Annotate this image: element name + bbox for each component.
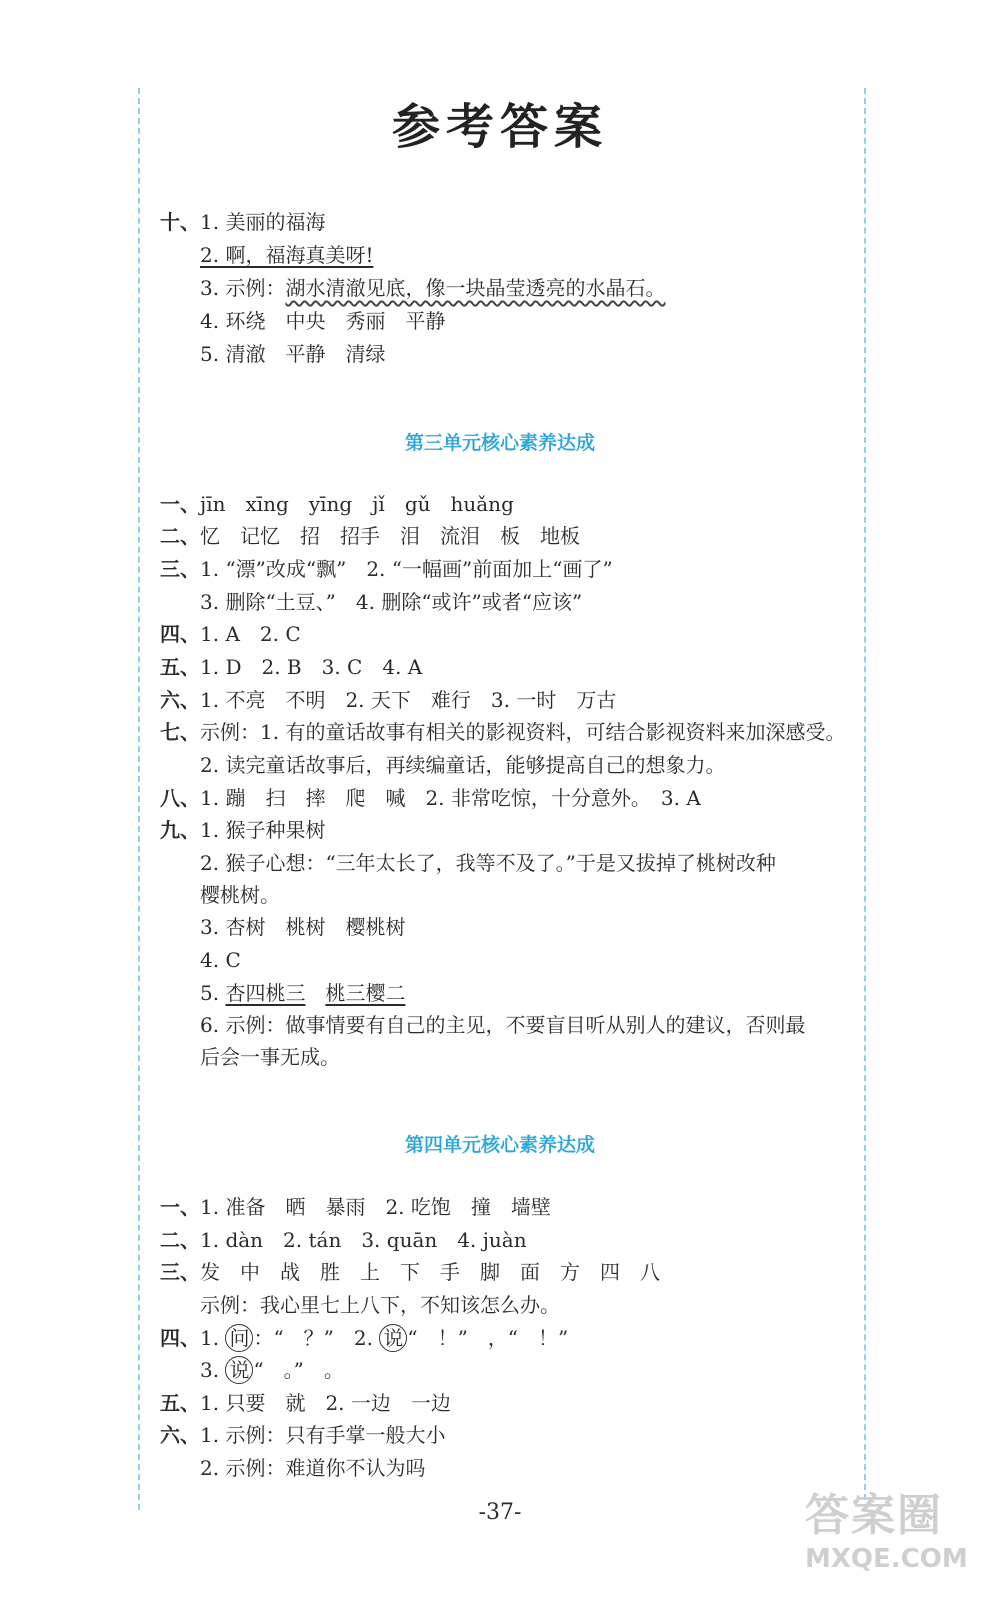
ten-line-3: 3. 示例：湖水清澈见底，像一块晶莹透亮的水晶石。 (200, 276, 666, 300)
unit3-row-1: 一、jīn xīng yīng jǐ gǔ huǎng (160, 492, 514, 516)
unit4-title: 第四单元核心素养达成 (404, 1134, 595, 1156)
circled-char: 说 (225, 1356, 253, 1384)
unit4-row-5: 五、1. 只要 就 2. 一边 一边 (160, 1391, 451, 1415)
page-title: 参考答案 (391, 99, 608, 155)
unit3-row-9: 九、1. 猴子种果树 (160, 818, 326, 842)
unit3-row-3: 三、1. “漂”改成“飘” 2. “一幅画”前面加上“画了” (160, 557, 613, 581)
ten-number: 十、 (160, 210, 200, 234)
left-guide-line (138, 88, 140, 1510)
unit3-row-6: 六、1. 不亮 不明 2. 天下 难行 3. 一时 万古 (160, 688, 617, 712)
unit3-row-4: 四、1. A 2. C (160, 622, 301, 646)
unit4-row-4b: 3. 说 “ 。” 。 (200, 1358, 344, 1382)
unit4-row-3: 三、发 中 战 胜 上 下 手 脚 面 方 四 八 (160, 1260, 660, 1284)
ten-line-4: 4. 环绕 中央 秀丽 平静 (200, 309, 446, 333)
unit3-row-7: 七、示例：1. 有的童话故事有相关的影视资料，可结合影视资料来加深感受。 (160, 720, 846, 744)
unit4-row-2: 二、1. dàn 2. tán 3. quān 4. juàn (160, 1228, 527, 1252)
ten-line-1: 十、1. 美丽的福海 (160, 210, 326, 234)
ten-line-5: 5. 清澈 平静 清绿 (200, 342, 386, 366)
unit3-row-9g: 6. 示例：做事情要有自己的主见，不要盲目听从别人的建议，否则最 (200, 1013, 806, 1037)
page-number: -37- (478, 1500, 522, 1525)
unit3-row-5: 五、1. D 2. B 3. C 4. A (160, 655, 423, 679)
unit3-row-2: 二、忆 记忆 招 招手 泪 流泪 板 地板 (160, 524, 580, 548)
unit3-row-8: 八、1. 蹦 扫 摔 爬 喊 2. 非常吃惊，十分意外。 3. A (160, 786, 701, 810)
ten-line-2: 2. 啊，福海真美呀! (200, 243, 374, 267)
unit4-row-6: 六、1. 示例：只有手掌一般大小 (160, 1423, 446, 1447)
circled-char: 说 (379, 1324, 407, 1352)
unit4-row-4: 四、1. 问 ：“ ？” 2. 说 “ ！” ，“ ！” (160, 1326, 569, 1350)
unit4-row-1: 一、1. 准备 晒 暴雨 2. 吃饱 撞 墙壁 (160, 1195, 551, 1219)
unit3-row-9e: 4. C (200, 948, 241, 972)
right-guide-line (864, 88, 866, 1510)
unit3-row-9b: 2. 猴子心想：“三年太长了，我等不及了。”于是又拔掉了桃树改种 (200, 851, 776, 875)
unit4-row-6b: 2. 示例：难道你不认为吗 (200, 1456, 426, 1480)
unit3-row-9f: 5. 杏四桃三 桃三樱二 (200, 981, 406, 1005)
unit3-title: 第三单元核心素养达成 (404, 432, 595, 454)
unit4-row-3b: 示例：我心里七上八下，不知该怎么办。 (200, 1293, 560, 1317)
unit3-row-3b: 3. 删除“土豆、” 4. 删除“或许”或者“应该” (200, 590, 583, 614)
circled-char: 问 (225, 1324, 253, 1352)
unit3-row-9h: 后会一事无成。 (200, 1045, 340, 1069)
unit3-row-9d: 3. 杏树 桃树 樱桃树 (200, 915, 406, 939)
watermark: 答案圈 MXQE.COM (805, 1490, 968, 1574)
unit3-row-9c: 樱桃树。 (200, 883, 280, 907)
unit3-row-7b: 2. 读完童话故事后，再续编童话，能够提高自己的想象力。 (200, 753, 726, 777)
